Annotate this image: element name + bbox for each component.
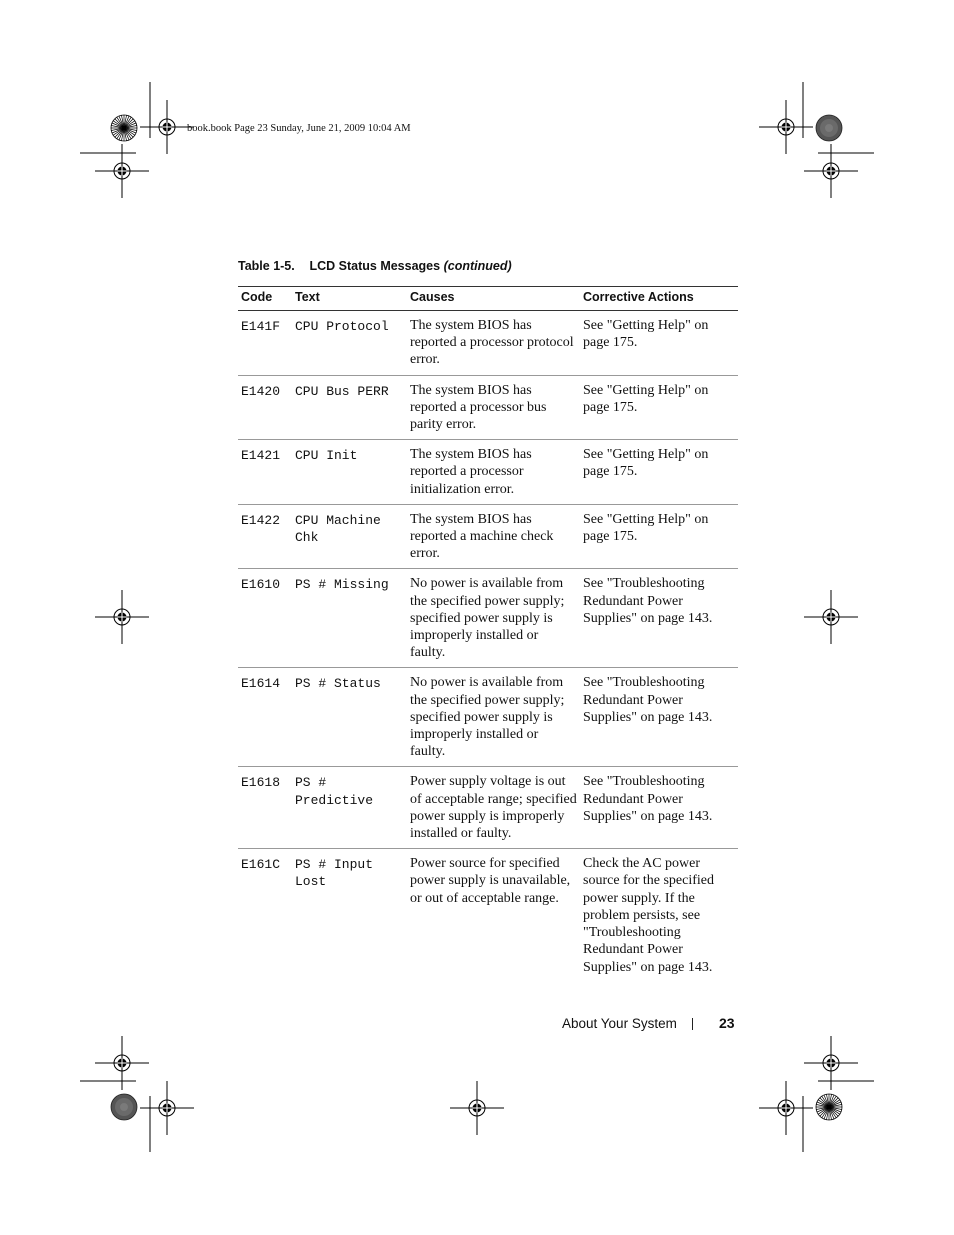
cell-causes: The system BIOS has reported a processor initialization error. [407, 440, 580, 505]
table-row [238, 849, 738, 982]
cell-code: E1618 [238, 767, 292, 849]
cell-causes: The system BIOS has reported a processor bus parity error. [407, 375, 580, 440]
cell-causes: The system BIOS has reported a machine check error. [407, 504, 580, 569]
cell-text: PS # Status [292, 668, 407, 767]
column-header-text: Text [292, 287, 407, 311]
cell-actions: See "Troubleshooting Redundant Power Supplies" on page 143. [580, 767, 738, 849]
table-row [238, 504, 738, 569]
table-row [238, 440, 738, 505]
cell-actions: See "Getting Help" on page 175. [580, 504, 738, 569]
cell-causes: Power source for specified power supply is unavailable, or out of acceptable range. [410, 856, 571, 906]
cell-causes: No power is available from the specified power supply; specified power supply is improperly installed or faulty. [407, 668, 580, 767]
cell-actions: See "Troubleshooting Redundant Power Supplies" on page 143. [580, 668, 738, 767]
cell-code: E161C [241, 857, 281, 873]
cell-causes: Power supply voltage is out of acceptable range; specified power supply is improperly installed or faulty. [407, 767, 580, 849]
cell-text: CPU Init [292, 440, 407, 505]
cell-code: E1614 [238, 668, 292, 767]
column-header-causes: Causes [407, 287, 580, 311]
cell-causes: No power is available from the specified power supply; specified power supply is improperly installed or faulty. [407, 569, 580, 668]
footer-section-title: About Your System [562, 1016, 677, 1031]
cell-actions: See "Getting Help" on page 175. [580, 311, 738, 376]
cell-code: E1422 [238, 504, 292, 569]
footer-divider [692, 1018, 693, 1030]
page-number: 23 [719, 1015, 735, 1031]
table-row [238, 767, 738, 849]
table-caption [238, 259, 512, 273]
cell-text: PS # Input Lost [295, 857, 374, 890]
table-caption-continued: (continued) [443, 259, 512, 273]
cell-text: CPU Bus PERR [292, 375, 407, 440]
cell-text: PS # Predictive [292, 767, 407, 849]
cell-actions: Check the AC power source for the specified power supply. If the problem persists, see "Troubleshooting Redundant Power Supplies" on page 143. [583, 856, 714, 975]
column-header-code: Code [238, 287, 292, 311]
cell-code: E1610 [238, 569, 292, 668]
table-row [238, 311, 738, 376]
lcd-status-table [238, 286, 738, 982]
cell-causes: The system BIOS has reported a processor protocol error. [407, 311, 580, 376]
cell-text: CPU Machine Chk [292, 504, 407, 569]
cell-text: PS # Missing [292, 569, 407, 668]
table-row [238, 375, 738, 440]
table-caption-title: LCD Status Messages [309, 259, 441, 273]
table-caption-number: Table 1-5. [238, 259, 295, 273]
cell-code: E141F [238, 311, 292, 376]
table-header-row [238, 287, 738, 311]
cell-actions: See "Getting Help" on page 175. [580, 375, 738, 440]
print-header: book.book Page 23 Sunday, June 21, 2009 10:04 AM [187, 123, 411, 134]
cell-actions: See "Troubleshooting Redundant Power Supplies" on page 143. [580, 569, 738, 668]
column-header-actions: Corrective Actions [580, 287, 738, 311]
table-row [238, 569, 738, 668]
cell-actions: See "Getting Help" on page 175. [580, 440, 738, 505]
table-row [238, 668, 738, 767]
cell-text: CPU Protocol [292, 311, 407, 376]
cell-code: E1420 [238, 375, 292, 440]
cell-code: E1421 [238, 440, 292, 505]
